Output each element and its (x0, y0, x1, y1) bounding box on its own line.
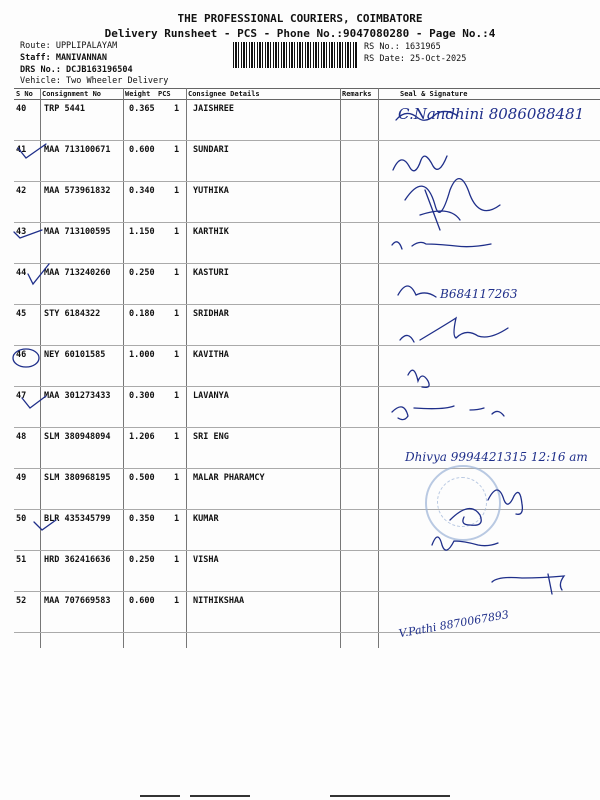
row-consignee: SRIDHAR (193, 309, 229, 319)
signature-scribble (492, 574, 564, 594)
signature-scribble (405, 179, 500, 213)
footer-mark (190, 795, 250, 797)
route-label: Route: UPPLIPALAYAM (20, 41, 118, 51)
row-pcs: 1 (174, 350, 180, 360)
row-sno: 48 (16, 432, 27, 442)
row-consignee: MALAR PHARAMCY (193, 473, 265, 483)
row-consignee: KUMAR (193, 514, 219, 524)
row-pcs: 1 (174, 473, 180, 483)
row-consignment: HRD 362416636 (44, 555, 111, 565)
row-weight: 1.206 (129, 432, 155, 442)
row-consignee: VISHA (193, 555, 219, 565)
row-pcs: 1 (174, 432, 180, 442)
row-consignment: MAA 707669583 (44, 596, 111, 606)
col-seal: Seal & Signature (400, 90, 468, 98)
row-consignee: KAVITHA (193, 350, 229, 360)
row-pcs: 1 (174, 145, 180, 155)
signature-scribble (420, 190, 460, 230)
signature-scribble (393, 156, 447, 171)
tick-mark (22, 396, 46, 408)
row-weight: 0.340 (129, 186, 155, 196)
signature-scribble (398, 286, 436, 297)
row-consignee: SRI ENG (193, 432, 229, 442)
row-consignment: MAA 573961832 (44, 186, 111, 196)
row-consignment: MAA 301273433 (44, 391, 111, 401)
col-pcs: PCS (158, 90, 171, 98)
handwritten-note: Dhivya 9994421315 12:16 am (405, 450, 588, 464)
signature-scribble (392, 406, 504, 420)
footer-mark (140, 795, 180, 797)
row-weight: 0.180 (129, 309, 155, 319)
row-sno: 41 (16, 145, 27, 155)
row-pcs: 1 (174, 227, 180, 237)
row-pcs: 1 (174, 555, 180, 565)
row-sno: 45 (16, 309, 27, 319)
row-sno: 47 (16, 391, 27, 401)
row-pcs: 1 (174, 514, 180, 524)
signature-scribble (432, 537, 498, 550)
col-remarks: Remarks (342, 90, 372, 98)
row-consignment: MAA 713100671 (44, 145, 111, 155)
row-weight: 0.250 (129, 555, 155, 565)
row-weight: 0.365 (129, 104, 155, 114)
runsheet-subtitle: Delivery Runsheet - PCS - Phone No.:9047080280 - Page No.:4 (104, 27, 496, 40)
row-weight: 0.250 (129, 268, 155, 278)
row-consignment: TRP 5441 (44, 104, 85, 114)
row-sno: 52 (16, 596, 27, 606)
row-sno: 43 (16, 227, 27, 237)
row-weight: 0.350 (129, 514, 155, 524)
col-weight: Weight (125, 90, 151, 98)
staff-label: Staff: MANIVANNAN (20, 53, 107, 63)
row-weight: 0.600 (129, 145, 155, 155)
row-consignee: YUTHIKA (193, 186, 229, 196)
row-consignment: MAA 713100595 (44, 227, 111, 237)
drs-number: DRS No.: DCJB163196504 (20, 65, 133, 75)
signature-scribble (392, 242, 491, 249)
row-sno: 42 (16, 186, 27, 196)
col-sno: S No (16, 90, 33, 98)
handwritten-id: B684117263 (440, 287, 518, 301)
signature-scribble (450, 509, 481, 526)
footer-mark (330, 795, 450, 797)
row-consignment: SLM 380968195 (44, 473, 111, 483)
row-pcs: 1 (174, 309, 180, 319)
company-title: THE PROFESSIONAL COURIERS, COIMBATORE (177, 12, 423, 25)
row-consignment: STY 6184322 (44, 309, 101, 319)
row-sno: 50 (16, 514, 27, 524)
tick-mark (28, 264, 49, 284)
row-consignee: KARTHIK (193, 227, 229, 237)
row-weight: 0.600 (129, 596, 155, 606)
tick-mark (14, 230, 42, 238)
circle-mark (13, 349, 39, 367)
row-sno: 49 (16, 473, 27, 483)
row-pcs: 1 (174, 391, 180, 401)
row-weight: 0.300 (129, 391, 155, 401)
rs-number: RS No.: 1631965 (364, 42, 441, 52)
row-weight: 1.150 (129, 227, 155, 237)
row-consignee: SUNDARI (193, 145, 229, 155)
row-consignment: BLR 435345799 (44, 514, 111, 524)
row-consignee: KASTURI (193, 268, 229, 278)
row-consignee: NITHIKSHAA (193, 596, 245, 606)
row-consignment: NEY 60101585 (44, 350, 106, 360)
row-weight: 0.500 (129, 473, 155, 483)
row-pcs: 1 (174, 186, 180, 196)
col-consignment: Consignment No (42, 90, 102, 98)
row-pcs: 1 (174, 104, 180, 114)
row-sno: 51 (16, 555, 27, 565)
signature-scribble (408, 370, 429, 387)
col-consignee: Consignee Details (188, 90, 260, 98)
row-sno: 40 (16, 104, 27, 114)
row-weight: 1.000 (129, 350, 155, 360)
handwritten-name: C.Nandhini 8086088481 (398, 105, 585, 123)
row-consignee: LAVANYA (193, 391, 229, 401)
row-pcs: 1 (174, 268, 180, 278)
tick-mark (34, 520, 56, 530)
signature-scribble (488, 490, 522, 514)
row-sno: 46 (16, 350, 27, 360)
vehicle-label: Vehicle: Two Wheeler Delivery (20, 76, 169, 86)
row-pcs: 1 (174, 596, 180, 606)
rs-date: RS Date: 25-Oct-2025 (364, 54, 467, 64)
row-consignment: SLM 380948094 (44, 432, 111, 442)
row-consignment: MAA 713240260 (44, 268, 111, 278)
handwritten-note: V.Pathi 8870067893 (397, 608, 510, 641)
row-sno: 44 (16, 268, 27, 278)
row-consignee: JAISHREE (193, 104, 234, 114)
tick-mark (18, 144, 46, 158)
signature-scribble (400, 318, 508, 342)
